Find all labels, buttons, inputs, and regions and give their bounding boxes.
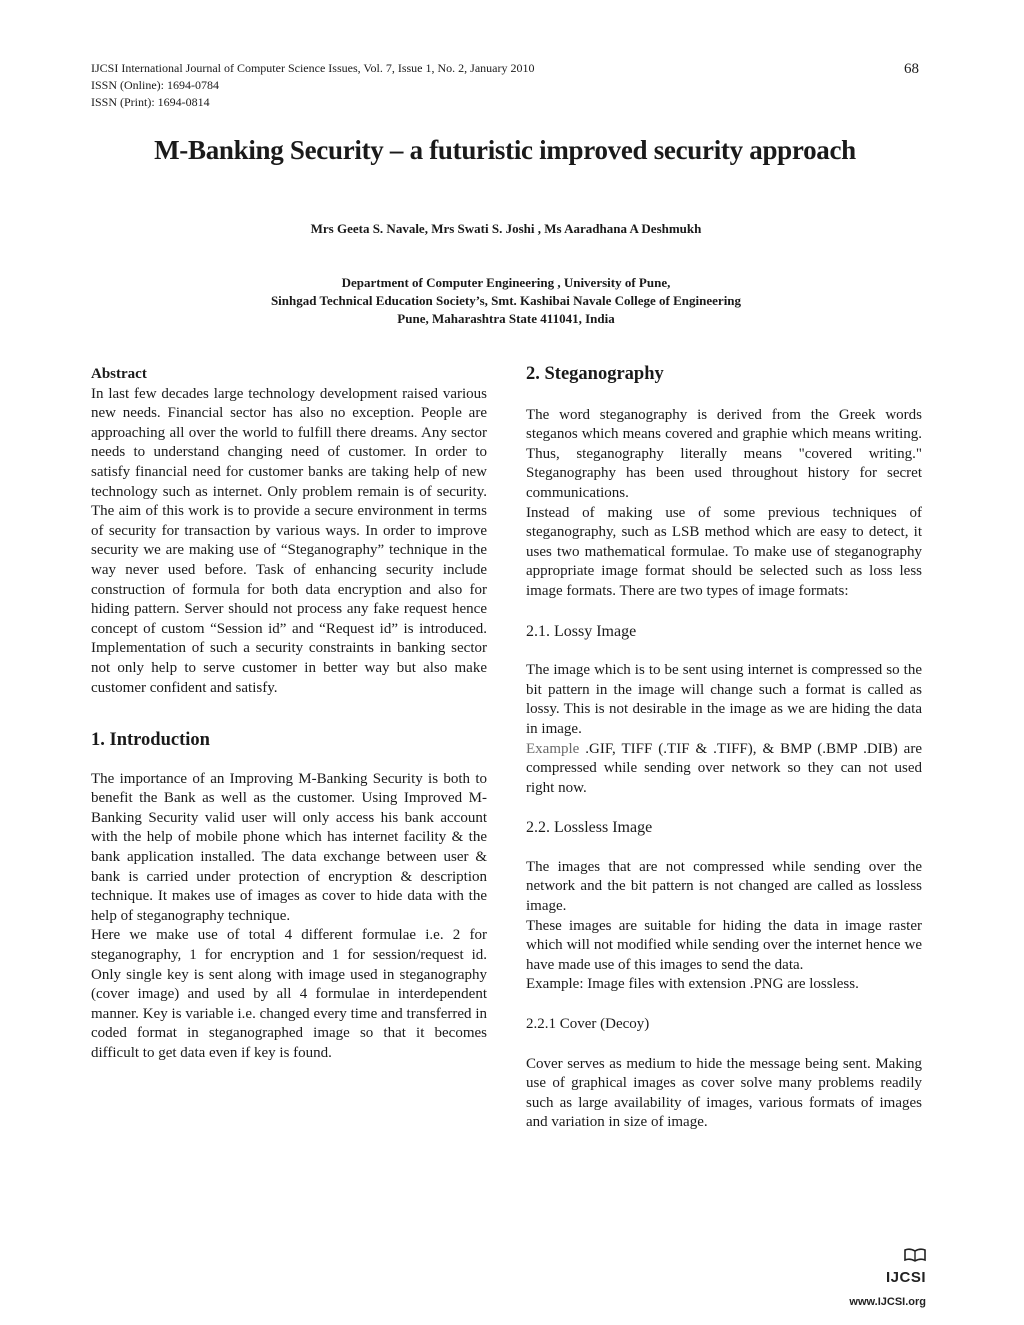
introduction-heading: 1. Introduction <box>91 730 210 751</box>
lossless-image-paragraph-2: These images are suitable for hiding the data in image raster which will not modified while sending over the internet hence we have made use of this images to send the data. <box>526 917 922 973</box>
page-number: 68 <box>904 61 919 77</box>
lossless-image-heading: 2.2. Lossless Image <box>526 819 653 837</box>
logo-url[interactable]: www.IJCSI.org <box>849 1296 926 1308</box>
affiliation-line-1: Department of Computer Engineering , University of Pune, <box>341 275 671 290</box>
book-icon <box>904 1248 926 1262</box>
issn-print: ISSN (Print): 1694-0814 <box>91 95 210 109</box>
lossless-image-paragraph-3: Example: Image files with extension .PNG are lossless. <box>526 976 859 993</box>
abstract-heading: Abstract <box>91 366 147 382</box>
journal-name: IJCSI International Journal of Computer Science Issues, Vol. 7, Issue 1, No. 2, January 2010 <box>91 61 535 75</box>
running-header <box>91 60 931 111</box>
logo-name: IJCSI <box>885 1269 926 1286</box>
lossless-image-paragraph-1: The images that are not compressed while sending over the network and the bit pattern is not changed are called as lossless image. <box>526 858 922 915</box>
cover-decoy-paragraph: Cover serves as medium to hide the message being sent. Making use of graphical images as cover solve many problems readily such as large availability of images, various formats of images and variation in size of image. <box>526 1055 922 1131</box>
paper-title: M-Banking Security – a futuristic improved security approach <box>154 135 856 165</box>
example-label: Example <box>526 740 580 757</box>
right-column <box>526 365 922 1133</box>
example-text: .GIF, TIFF (.TIF & .TIFF), & BMP (.BMP .DIB) are compressed while sending over network so they can not used right now. <box>526 740 922 796</box>
lossy-image-heading: 2.1. Lossy Image <box>526 622 637 640</box>
introduction-paragraph-1: The importance of an Improving M-Banking Security is both to benefit the Bank as well as the customer. Using Improved M-Banking Security valid user will only access his bank account with the help of mobile phone which has internet facility & the bank application installed. The data exchange between user & bank is carried under protection of encryption & description technique. It makes use of images as cover to hide data with the help of steganography technique. <box>91 770 487 924</box>
lossy-image-example <box>526 740 922 799</box>
affiliation <box>0 274 1012 328</box>
authors: Mrs Geeta S. Navale, Mrs Swati S. Joshi , Ms Aaradhana A Deshmukh <box>310 221 702 236</box>
introduction-paragraph-2: Here we make use of total 4 different formulae i.e. 2 for steganography, 1 for encryption and 1 for session/request id. Only single key is sent along with image used in steganography (cover image) and used by all 4 formulae in interdependent manner. Key is variable i.e. changed every time and transferred in coded format in steganographed image so that it becomes difficult to get data even if key is found. <box>91 927 487 1061</box>
left-column <box>91 365 487 1064</box>
steganography-heading: 2. Steganography <box>526 364 664 384</box>
steganography-paragraph-1: The word steganography is derived from the Greek words steganos which means covered and graphie which means writing. Thus, steganography literally means "covered writing." Steganography has been used throughout history for secret communications. <box>526 406 922 501</box>
issn-online: ISSN (Online): 1694-0784 <box>91 78 219 92</box>
ijcsi-logo <box>826 1248 926 1308</box>
abstract-body: In last few decades large technology development raised various new needs. Financial sector has also no exception. People are approaching all over the world to fulfill there dreams. Any sector needs to understand changing need of customer. In order to satisfy financial need for customer banks are taking help of new technology such as internet. Only problem remain is of security. The aim of this work is to provide a secure environment in terms of security for transaction by various ways. In order to improve security we are making use of “Steganography” technique in the way never used before. Task of enhancing security include construction of formula for both data encryption and also for hiding pattern. Server should not process any fake request hence concept of custom “Session id” and “Request id” is introduced. Implementation of such a security constraints in banking sector not only help to serve customer in better way but also make customer confident and satisfy. <box>91 385 487 696</box>
steganography-paragraph-2: Instead of making use of some previous techniques of steganography, such as LSB method which are easy to detect, it uses two mathematical formulae. To make use of steganography appropriate image format should be selected such as loss less image formats. There are two types of image formats: <box>526 504 922 599</box>
cover-decoy-heading: 2.2.1 Cover (Decoy) <box>526 1016 650 1033</box>
affiliation-line-2: Sinhgad Technical Education Society’s, Smt. Kashibai Navale College of Engineering <box>270 293 742 308</box>
affiliation-line-3: Pune, Maharashtra State 411041, India <box>397 311 615 326</box>
lossy-image-paragraph: The image which is to be sent using internet is compressed so the bit pattern in the image will change such a format is called as lossy. This is not desirable in the image as we are hiding the data in image. <box>526 662 922 737</box>
